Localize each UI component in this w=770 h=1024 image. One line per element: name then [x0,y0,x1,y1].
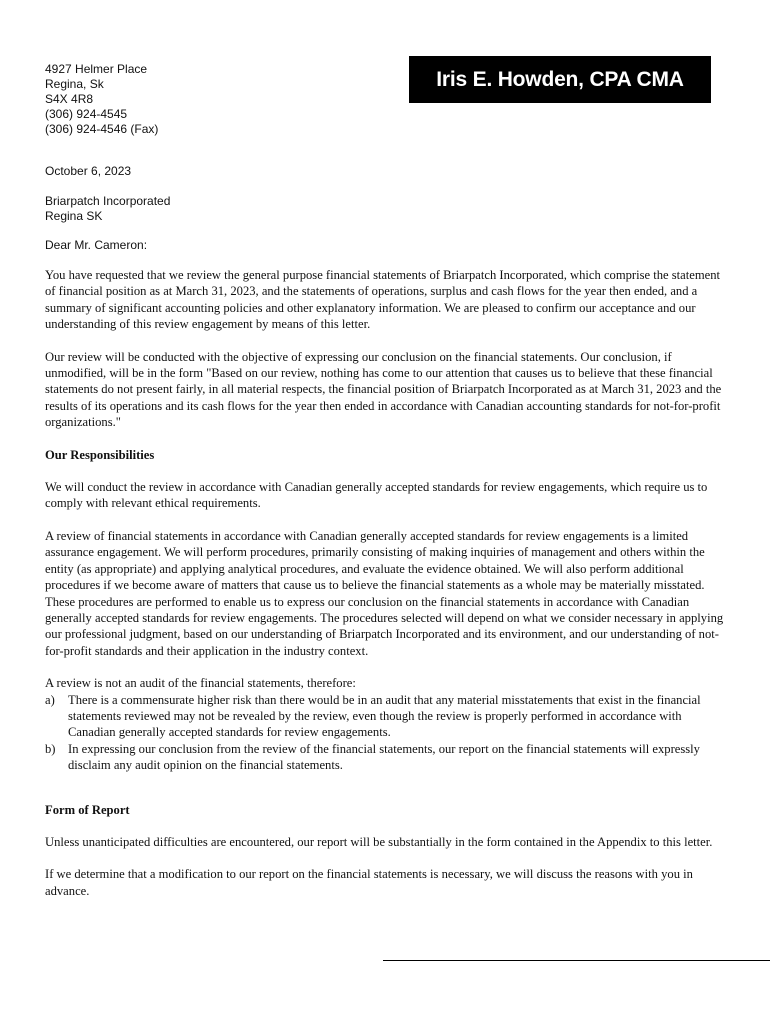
responsibilities-paragraph-1: We will conduct the review in accordance with Canadian generally accepted standards for review engagements, which require us to comply with relevant ethical requirements. [45,480,708,511]
list-marker: b) [45,741,56,756]
list-item-text: In expressing our conclusion from the review of the financial statements, our report on the financial statements will expressly disclaim any audit opinion on the financial statements. [68,741,700,773]
not-audit-list [45,692,727,774]
name-banner [409,56,711,103]
signature-line [383,960,770,961]
form-of-report-paragraph-2: If we determine that a modification to our report on the financial statements is necessary, we will discuss the reasons with you in advance. [45,867,693,898]
intro-paragraph-2: Our review will be conducted with the objective of expressing our conclusion on the financial statements. Our conclusion, if unmodified, will be in the form "Based on our review, nothing has come to our attention that causes us to believe that these financial statements do not present fairly, in all material respects, the financial position of Briarpatch Incorporated as at March 31, 2023 and the results of its operations and its cash flows for the year then ended in accordance with Canadian accounting standards for not-for-profit organizations." [45,349,722,430]
list-item-text: There is a commensurate higher risk than there would be in an audit that any material misstatements that exist in the financial statements reviewed may not be revealed by the review, even though the review is properly performed in accordance with Canadian generally accepted standards for review engagements. [68,692,701,740]
section-spacer [45,790,727,802]
salutation: Dear Mr. Cameron: [45,238,148,252]
responsibilities-heading: Our Responsibilities [45,447,155,462]
responsibilities-paragraph-2: A review of financial statements in accordance with Canadian generally accepted standards for review engagements is a limited assurance engagement. We will perform procedures, primarily consisting of making inquiries of management and others within the entity (as appropriate) and applying analytical procedures, and evaluate the evidence obtained. We will also perform additional procedures if we become aware of matters that cause us to believe the financial statements as a whole may be materially misstated. These procedures are performed to enable us to express our conclusion on the financial statements in accordance with Canadian generally accepted standards for review engagements. The procedures selected will depend on what we consider necessary in applying our professional judgment, based on our understanding of Briarpatch Incorporated and its environment, and our understanding of not-for-profit standards and their application in the industry context. [45,528,724,658]
list-item [45,692,727,741]
recipient-block [45,194,170,224]
form-of-report-paragraph-1: Unless unanticipated difficulties are encountered, our report will be substantially in the form contained in the Appendix to this letter. [45,834,713,849]
list-item [45,741,727,774]
letter-body [45,267,727,915]
recipient-location: Regina SK [45,209,103,223]
address-line-postal: S4X 4R8 [45,92,94,106]
list-marker: a) [45,692,55,707]
intro-paragraph-1: You have requested that we review the general purpose financial statements of Briarpatch Incorporated, which comprise the statement of financial position as at March 31, 2023, and the statements of operations, surplus and cash flows for the year then ended, and a summary of significant accounting policies and other explanatory information. We are pleased to confirm our acceptance and our understanding of this review engagement by means of this letter. [45,268,721,332]
name-banner-text: Iris E. Howden, CPA CMA [436,67,684,91]
address-line-street: 4927 Helmer Place [45,62,148,76]
address-line-city: Regina, Sk [45,77,104,91]
not-audit-intro: A review is not an audit of the financial statements, therefore: [45,676,356,691]
letter-date: October 6, 2023 [45,164,132,178]
form-of-report-heading: Form of Report [45,802,130,817]
address-line-fax: (306) 924-4546 (Fax) [45,122,159,136]
sender-address [45,62,158,137]
recipient-name: Briarpatch Incorporated [45,194,171,208]
address-line-phone: (306) 924-4545 [45,107,128,121]
